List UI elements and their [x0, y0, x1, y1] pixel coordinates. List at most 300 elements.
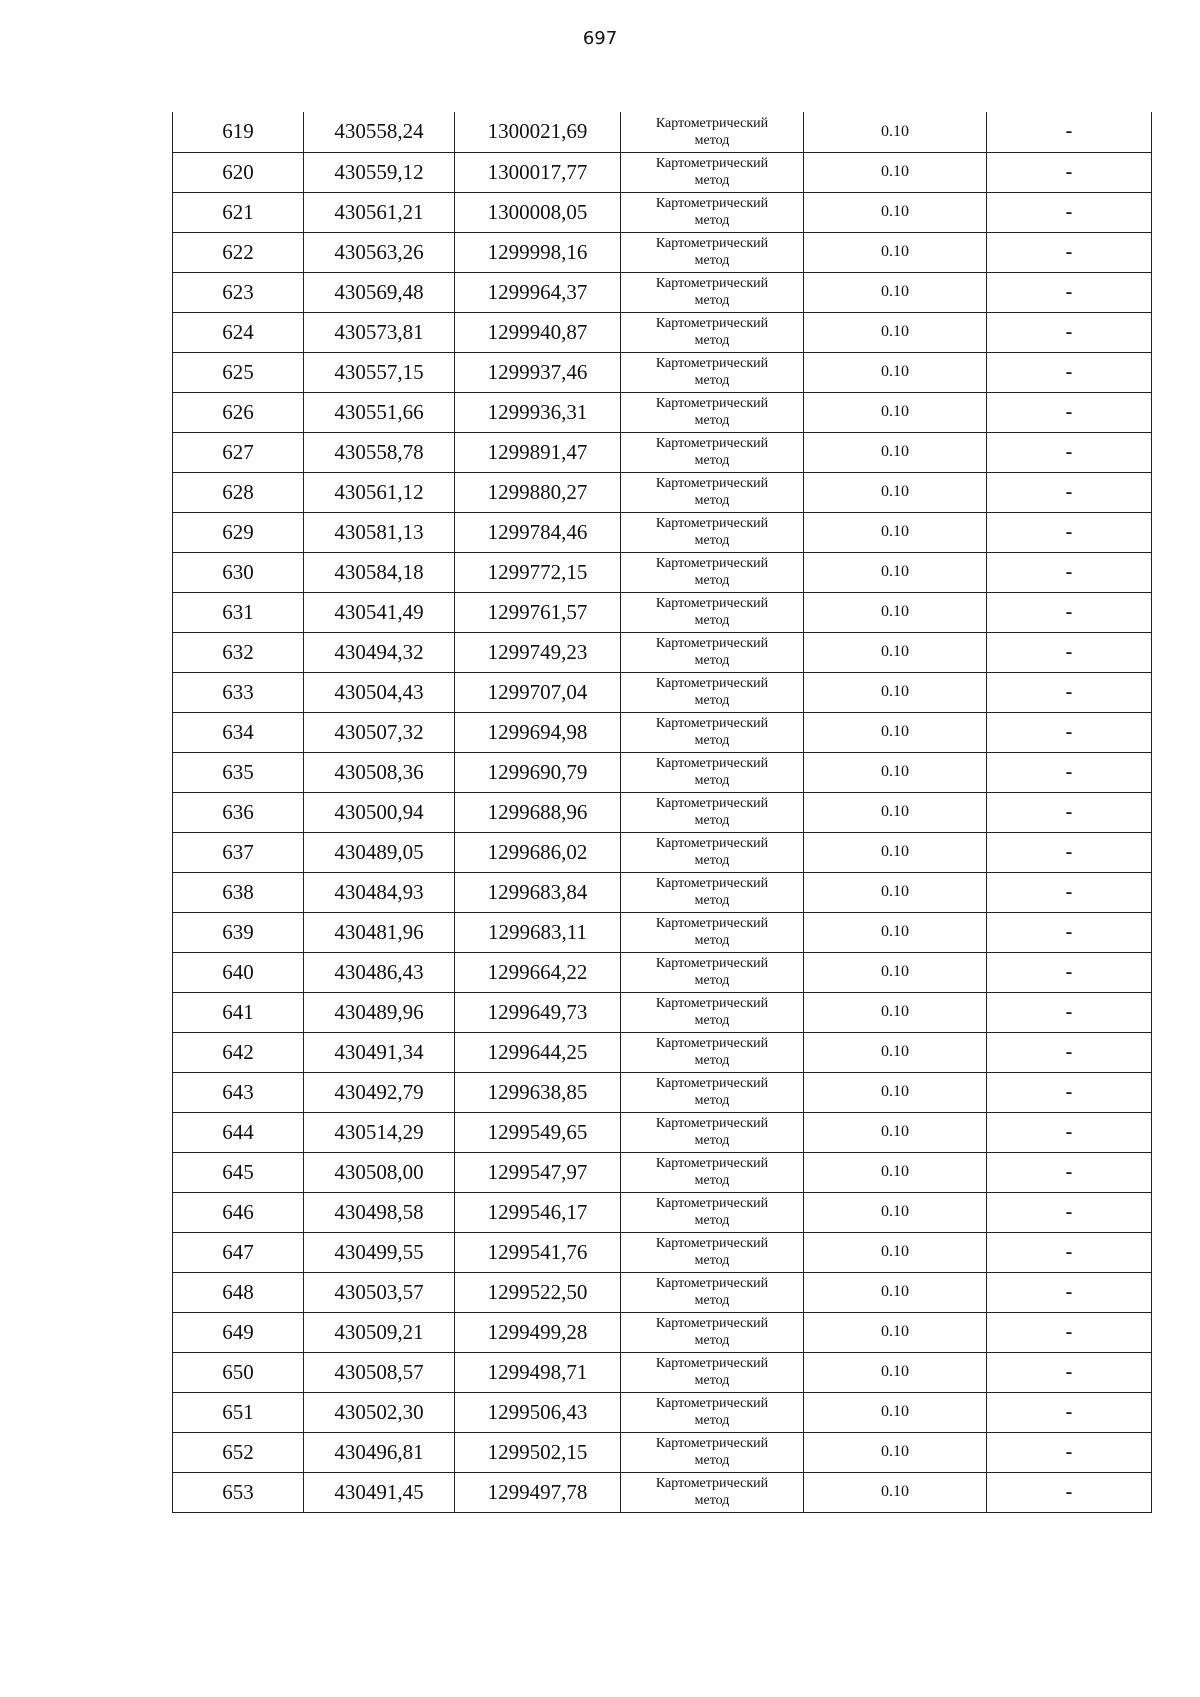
method-line-2: метод	[694, 453, 730, 468]
note-cell: -	[987, 752, 1152, 792]
accuracy-cell: 0.10	[804, 1472, 987, 1512]
point-number-cell: 644	[173, 1112, 304, 1152]
point-number-cell: 620	[173, 152, 304, 192]
note-cell: -	[987, 1352, 1152, 1392]
method-line-1: Картометрический	[655, 756, 769, 771]
accuracy-cell: 0.10	[804, 472, 987, 512]
method-line-1: Картометрический	[655, 156, 769, 171]
method-cell	[621, 392, 804, 432]
note-cell: -	[987, 1312, 1152, 1352]
method-line-1: Картометрический	[655, 1156, 769, 1171]
x-coordinate-cell: 430557,15	[304, 352, 455, 392]
table-row	[173, 552, 1152, 592]
x-coordinate-cell: 430503,57	[304, 1272, 455, 1312]
table-row	[173, 1072, 1152, 1112]
point-number-cell: 639	[173, 912, 304, 952]
y-coordinate-cell: 1299549,65	[455, 1112, 621, 1152]
y-coordinate-cell: 1299522,50	[455, 1272, 621, 1312]
note-cell: -	[987, 1472, 1152, 1512]
accuracy-cell: 0.10	[804, 432, 987, 472]
method-line-1: Картометрический	[655, 1316, 769, 1331]
y-coordinate-cell: 1299683,84	[455, 872, 621, 912]
table-row	[173, 1472, 1152, 1512]
method-line-2: метод	[694, 1453, 730, 1468]
method-line-1: Картометрический	[655, 1116, 769, 1131]
method-cell	[621, 632, 804, 672]
note-cell: -	[987, 952, 1152, 992]
y-coordinate-cell: 1299998,16	[455, 232, 621, 272]
accuracy-cell: 0.10	[804, 152, 987, 192]
method-line-1: Картометрический	[655, 1276, 769, 1291]
method-line-1: Картометрический	[655, 596, 769, 611]
method-cell	[621, 312, 804, 352]
point-number-cell: 648	[173, 1272, 304, 1312]
table-row	[173, 1112, 1152, 1152]
method-cell	[621, 1312, 804, 1352]
method-cell	[621, 1152, 804, 1192]
x-coordinate-cell: 430491,34	[304, 1032, 455, 1072]
method-cell	[621, 712, 804, 752]
method-line-1: Картометрический	[655, 556, 769, 571]
table-body	[173, 112, 1152, 1512]
x-coordinate-cell: 430508,57	[304, 1352, 455, 1392]
method-line-2: метод	[694, 373, 730, 388]
x-coordinate-cell: 430509,21	[304, 1312, 455, 1352]
method-cell	[621, 192, 804, 232]
method-cell	[621, 1272, 804, 1312]
method-line-2: метод	[694, 1333, 730, 1348]
accuracy-cell: 0.10	[804, 592, 987, 632]
point-number-cell: 634	[173, 712, 304, 752]
method-cell	[621, 1232, 804, 1272]
page-number: 697	[582, 28, 618, 49]
method-line-2: метод	[694, 132, 730, 148]
method-cell	[621, 112, 804, 152]
method-line-2: метод	[694, 1133, 730, 1148]
method-cell	[621, 792, 804, 832]
y-coordinate-cell: 1299497,78	[455, 1472, 621, 1512]
method-cell	[621, 512, 804, 552]
method-cell	[621, 1432, 804, 1472]
point-number-cell: 632	[173, 632, 304, 672]
x-coordinate-cell: 430500,94	[304, 792, 455, 832]
method-line-2: метод	[694, 1053, 730, 1068]
accuracy-cell: 0.10	[804, 672, 987, 712]
accuracy-cell: 0.10	[804, 112, 987, 152]
table-row	[173, 952, 1152, 992]
point-number-cell: 623	[173, 272, 304, 312]
y-coordinate-cell: 1299707,04	[455, 672, 621, 712]
point-number-cell: 649	[173, 1312, 304, 1352]
table-row	[173, 472, 1152, 512]
method-line-2: метод	[694, 1173, 730, 1188]
accuracy-cell: 0.10	[804, 552, 987, 592]
method-cell	[621, 1112, 804, 1152]
method-cell	[621, 672, 804, 712]
accuracy-cell: 0.10	[804, 1152, 987, 1192]
y-coordinate-cell: 1299940,87	[455, 312, 621, 352]
point-number-cell: 650	[173, 1352, 304, 1392]
accuracy-cell: 0.10	[804, 992, 987, 1032]
method-line-2: метод	[694, 573, 730, 588]
method-line-1: Картометрический	[655, 236, 769, 251]
note-cell: -	[987, 792, 1152, 832]
table-row	[173, 672, 1152, 712]
method-cell	[621, 552, 804, 592]
x-coordinate-cell: 430514,29	[304, 1112, 455, 1152]
x-coordinate-cell: 430498,58	[304, 1192, 455, 1232]
method-cell	[621, 592, 804, 632]
table-row	[173, 1032, 1152, 1072]
y-coordinate-cell: 1299694,98	[455, 712, 621, 752]
note-cell: -	[987, 632, 1152, 672]
x-coordinate-cell: 430558,78	[304, 432, 455, 472]
accuracy-cell: 0.10	[804, 832, 987, 872]
table-row	[173, 392, 1152, 432]
y-coordinate-cell: 1299498,71	[455, 1352, 621, 1392]
method-cell	[621, 1192, 804, 1232]
note-cell: -	[987, 472, 1152, 512]
method-line-1: Картометрический	[655, 1236, 769, 1251]
table-row	[173, 232, 1152, 272]
method-cell	[621, 912, 804, 952]
accuracy-cell: 0.10	[804, 872, 987, 912]
method-cell	[621, 1032, 804, 1072]
note-cell: -	[987, 872, 1152, 912]
method-cell	[621, 352, 804, 392]
method-line-2: метод	[694, 613, 730, 628]
point-number-cell: 646	[173, 1192, 304, 1232]
note-cell: -	[987, 432, 1152, 472]
point-number-cell: 635	[173, 752, 304, 792]
accuracy-cell: 0.10	[804, 1352, 987, 1392]
note-cell: -	[987, 232, 1152, 272]
x-coordinate-cell: 430563,26	[304, 232, 455, 272]
method-line-1: Картометрический	[655, 316, 769, 331]
method-line-2: метод	[694, 693, 730, 708]
x-coordinate-cell: 430559,12	[304, 152, 455, 192]
note-cell: -	[987, 352, 1152, 392]
y-coordinate-cell: 1299749,23	[455, 632, 621, 672]
table-row	[173, 632, 1152, 672]
x-coordinate-cell: 430489,05	[304, 832, 455, 872]
method-line-2: метод	[694, 213, 730, 228]
method-line-2: метод	[694, 773, 730, 788]
method-line-2: метод	[694, 253, 730, 268]
method-line-1: Картометрический	[655, 796, 769, 811]
method-cell	[621, 1352, 804, 1392]
method-line-1: Картометрический	[655, 115, 769, 131]
table-row	[173, 752, 1152, 792]
y-coordinate-cell: 1299964,37	[455, 272, 621, 312]
method-line-1: Картометрический	[655, 196, 769, 211]
x-coordinate-cell: 430508,00	[304, 1152, 455, 1192]
method-cell	[621, 952, 804, 992]
table-row	[173, 792, 1152, 832]
point-number-cell: 627	[173, 432, 304, 472]
note-cell: -	[987, 1152, 1152, 1192]
method-line-2: метод	[694, 1293, 730, 1308]
y-coordinate-cell: 1299664,22	[455, 952, 621, 992]
method-cell	[621, 152, 804, 192]
table-row	[173, 1272, 1152, 1312]
point-number-cell: 637	[173, 832, 304, 872]
x-coordinate-cell: 430561,21	[304, 192, 455, 232]
point-number-cell: 647	[173, 1232, 304, 1272]
method-line-2: метод	[694, 1213, 730, 1228]
table-row	[173, 1352, 1152, 1392]
accuracy-cell: 0.10	[804, 232, 987, 272]
table-row	[173, 712, 1152, 752]
method-line-2: метод	[694, 973, 730, 988]
accuracy-cell: 0.10	[804, 312, 987, 352]
point-number-cell: 638	[173, 872, 304, 912]
note-cell: -	[987, 312, 1152, 352]
accuracy-cell: 0.10	[804, 632, 987, 672]
method-line-2: метод	[694, 333, 730, 348]
note-cell: -	[987, 1432, 1152, 1472]
method-cell	[621, 752, 804, 792]
y-coordinate-cell: 1299937,46	[455, 352, 621, 392]
table-row	[173, 112, 1152, 152]
point-number-cell: 629	[173, 512, 304, 552]
method-line-1: Картометрический	[655, 836, 769, 851]
accuracy-cell: 0.10	[804, 352, 987, 392]
method-cell	[621, 1392, 804, 1432]
point-number-cell: 651	[173, 1392, 304, 1432]
x-coordinate-cell: 430502,30	[304, 1392, 455, 1432]
accuracy-cell: 0.10	[804, 1032, 987, 1072]
note-cell: -	[987, 112, 1152, 152]
method-cell	[621, 272, 804, 312]
x-coordinate-cell: 430484,93	[304, 872, 455, 912]
y-coordinate-cell: 1299784,46	[455, 512, 621, 552]
note-cell: -	[987, 992, 1152, 1032]
method-line-2: метод	[694, 173, 730, 188]
x-coordinate-cell: 430496,81	[304, 1432, 455, 1472]
method-cell	[621, 872, 804, 912]
method-line-2: метод	[694, 933, 730, 948]
accuracy-cell: 0.10	[804, 792, 987, 832]
accuracy-cell: 0.10	[804, 512, 987, 552]
method-line-1: Картометрический	[655, 1436, 769, 1451]
method-line-2: метод	[694, 853, 730, 868]
y-coordinate-cell: 1299547,97	[455, 1152, 621, 1192]
method-line-1: Картометрический	[655, 996, 769, 1011]
y-coordinate-cell: 1300021,69	[455, 112, 621, 152]
x-coordinate-cell: 430561,12	[304, 472, 455, 512]
point-number-cell: 653	[173, 1472, 304, 1512]
table-row	[173, 1312, 1152, 1352]
note-cell: -	[987, 912, 1152, 952]
note-cell: -	[987, 1232, 1152, 1272]
coordinates-table	[172, 112, 1152, 1513]
point-number-cell: 652	[173, 1432, 304, 1472]
point-number-cell: 641	[173, 992, 304, 1032]
note-cell: -	[987, 1272, 1152, 1312]
point-number-cell: 624	[173, 312, 304, 352]
y-coordinate-cell: 1299761,57	[455, 592, 621, 632]
point-number-cell: 643	[173, 1072, 304, 1112]
accuracy-cell: 0.10	[804, 192, 987, 232]
y-coordinate-cell: 1299541,76	[455, 1232, 621, 1272]
method-cell	[621, 832, 804, 872]
method-line-2: метод	[694, 1253, 730, 1268]
method-line-2: метод	[694, 893, 730, 908]
x-coordinate-cell: 430504,43	[304, 672, 455, 712]
point-number-cell: 621	[173, 192, 304, 232]
note-cell: -	[987, 392, 1152, 432]
method-line-1: Картометрический	[655, 876, 769, 891]
accuracy-cell: 0.10	[804, 712, 987, 752]
method-cell	[621, 992, 804, 1032]
y-coordinate-cell: 1299649,73	[455, 992, 621, 1032]
method-cell	[621, 472, 804, 512]
x-coordinate-cell: 430508,36	[304, 752, 455, 792]
point-number-cell: 631	[173, 592, 304, 632]
x-coordinate-cell: 430499,55	[304, 1232, 455, 1272]
method-line-2: метод	[694, 413, 730, 428]
method-line-2: метод	[694, 1013, 730, 1028]
table-row	[173, 1232, 1152, 1272]
table-row	[173, 312, 1152, 352]
table-row	[173, 352, 1152, 392]
y-coordinate-cell: 1299891,47	[455, 432, 621, 472]
table-row	[173, 192, 1152, 232]
method-line-1: Картометрический	[655, 276, 769, 291]
accuracy-cell: 0.10	[804, 912, 987, 952]
method-line-2: метод	[694, 1093, 730, 1108]
x-coordinate-cell: 430569,48	[304, 272, 455, 312]
method-line-2: метод	[694, 733, 730, 748]
table-row	[173, 912, 1152, 952]
method-line-2: метод	[694, 533, 730, 548]
x-coordinate-cell: 430481,96	[304, 912, 455, 952]
point-number-cell: 642	[173, 1032, 304, 1072]
y-coordinate-cell: 1299688,96	[455, 792, 621, 832]
y-coordinate-cell: 1299690,79	[455, 752, 621, 792]
y-coordinate-cell: 1299638,85	[455, 1072, 621, 1112]
note-cell: -	[987, 592, 1152, 632]
method-line-1: Картометрический	[655, 1196, 769, 1211]
x-coordinate-cell: 430489,96	[304, 992, 455, 1032]
accuracy-cell: 0.10	[804, 1232, 987, 1272]
table-row	[173, 592, 1152, 632]
x-coordinate-cell: 430491,45	[304, 1472, 455, 1512]
x-coordinate-cell: 430494,32	[304, 632, 455, 672]
note-cell: -	[987, 152, 1152, 192]
y-coordinate-cell: 1299936,31	[455, 392, 621, 432]
y-coordinate-cell: 1299502,15	[455, 1432, 621, 1472]
y-coordinate-cell: 1299772,15	[455, 552, 621, 592]
method-line-2: метод	[694, 653, 730, 668]
method-line-1: Картометрический	[655, 436, 769, 451]
note-cell: -	[987, 1392, 1152, 1432]
point-number-cell: 645	[173, 1152, 304, 1192]
table-row	[173, 152, 1152, 192]
accuracy-cell: 0.10	[804, 272, 987, 312]
table-row	[173, 1152, 1152, 1192]
method-cell	[621, 1072, 804, 1112]
y-coordinate-cell: 1299683,11	[455, 912, 621, 952]
accuracy-cell: 0.10	[804, 1272, 987, 1312]
method-line-2: метод	[694, 293, 730, 308]
method-cell	[621, 1472, 804, 1512]
accuracy-cell: 0.10	[804, 1192, 987, 1232]
method-line-2: метод	[694, 493, 730, 508]
x-coordinate-cell: 430558,24	[304, 112, 455, 152]
y-coordinate-cell: 1299506,43	[455, 1392, 621, 1432]
table-row	[173, 992, 1152, 1032]
point-number-cell: 628	[173, 472, 304, 512]
method-cell	[621, 432, 804, 472]
note-cell: -	[987, 1192, 1152, 1232]
table-row	[173, 872, 1152, 912]
method-line-1: Картометрический	[655, 516, 769, 531]
y-coordinate-cell: 1300008,05	[455, 192, 621, 232]
method-line-2: метод	[694, 1373, 730, 1388]
y-coordinate-cell: 1299499,28	[455, 1312, 621, 1352]
x-coordinate-cell: 430507,32	[304, 712, 455, 752]
accuracy-cell: 0.10	[804, 1072, 987, 1112]
table-row	[173, 832, 1152, 872]
point-number-cell: 633	[173, 672, 304, 712]
method-line-1: Картометрический	[655, 1036, 769, 1051]
method-line-1: Картометрический	[655, 956, 769, 971]
x-coordinate-cell: 430486,43	[304, 952, 455, 992]
point-number-cell: 619	[173, 112, 304, 152]
y-coordinate-cell: 1299644,25	[455, 1032, 621, 1072]
accuracy-cell: 0.10	[804, 1312, 987, 1352]
accuracy-cell: 0.10	[804, 952, 987, 992]
accuracy-cell: 0.10	[804, 392, 987, 432]
accuracy-cell: 0.10	[804, 1432, 987, 1472]
note-cell: -	[987, 272, 1152, 312]
point-number-cell: 636	[173, 792, 304, 832]
note-cell: -	[987, 672, 1152, 712]
note-cell: -	[987, 552, 1152, 592]
method-line-1: Картометрический	[655, 636, 769, 651]
method-line-2: метод	[694, 813, 730, 828]
note-cell: -	[987, 1072, 1152, 1112]
x-coordinate-cell: 430492,79	[304, 1072, 455, 1112]
y-coordinate-cell: 1299546,17	[455, 1192, 621, 1232]
method-line-2: метод	[694, 1413, 730, 1428]
note-cell: -	[987, 192, 1152, 232]
table-row	[173, 1192, 1152, 1232]
table-row	[173, 272, 1152, 312]
method-line-1: Картометрический	[655, 356, 769, 371]
method-line-1: Картометрический	[655, 676, 769, 691]
point-number-cell: 626	[173, 392, 304, 432]
method-line-1: Картометрический	[655, 1476, 769, 1491]
note-cell: -	[987, 712, 1152, 752]
method-line-1: Картометрический	[655, 396, 769, 411]
method-cell	[621, 232, 804, 272]
accuracy-cell: 0.10	[804, 752, 987, 792]
note-cell: -	[987, 1112, 1152, 1152]
point-number-cell: 625	[173, 352, 304, 392]
note-cell: -	[987, 1032, 1152, 1072]
point-number-cell: 630	[173, 552, 304, 592]
x-coordinate-cell: 430584,18	[304, 552, 455, 592]
point-number-cell: 640	[173, 952, 304, 992]
table-row	[173, 432, 1152, 472]
method-line-1: Картометрический	[655, 476, 769, 491]
x-coordinate-cell: 430581,13	[304, 512, 455, 552]
x-coordinate-cell: 430541,49	[304, 592, 455, 632]
accuracy-cell: 0.10	[804, 1392, 987, 1432]
